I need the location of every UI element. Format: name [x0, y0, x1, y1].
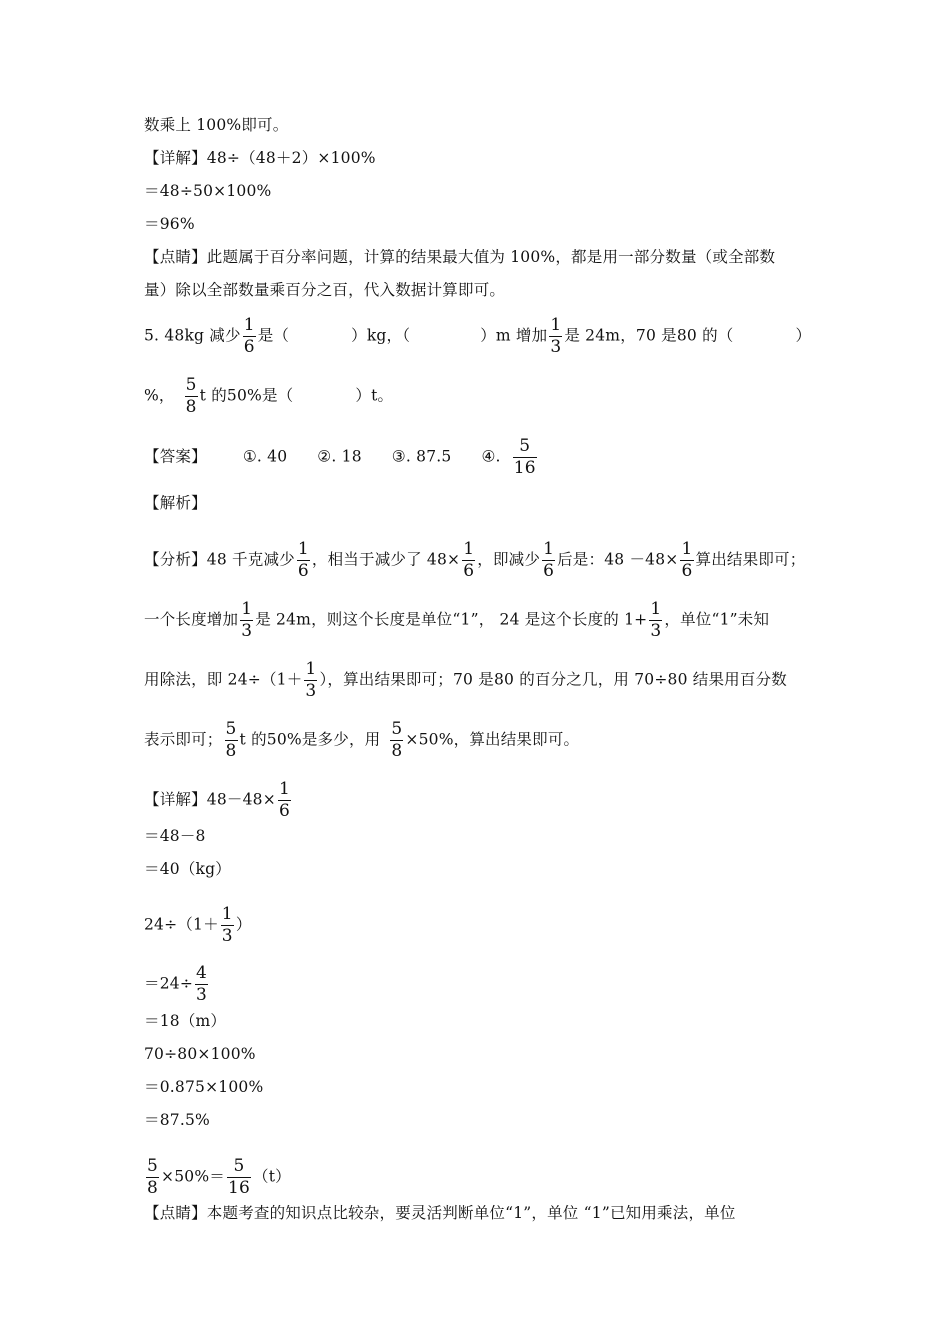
text-segment: 5. 48kg 减少 [144, 326, 241, 345]
fraction-denominator: 3 [241, 621, 253, 641]
text-line: ＝18（m） [144, 1012, 227, 1030]
fraction-denominator: 3 [550, 337, 562, 357]
text-segment: 算出结果即可； [695, 550, 806, 569]
fraction-numerator: 5 [519, 436, 531, 456]
text-segment: ）t。 [355, 386, 394, 405]
fraction [278, 779, 291, 822]
fraction-numerator: 1 [681, 539, 693, 559]
fraction [297, 539, 310, 582]
fraction-numerator: 5 [391, 719, 403, 739]
answer-label: 【答案】 [144, 447, 207, 466]
fraction-denominator: 8 [185, 397, 197, 417]
fraction [243, 315, 256, 358]
fraction [240, 599, 253, 642]
fraction-numerator: 5 [225, 719, 237, 739]
detail-line-10 [144, 1156, 291, 1199]
analysis-line-4 [144, 719, 579, 762]
text-line: 量）除以全部数量乘百分之百，代入数据计算即可。 [144, 281, 506, 299]
text-segment: 后是：48 －48× [557, 550, 679, 569]
fraction-denominator: 8 [391, 741, 403, 761]
analysis-line-3 [144, 659, 787, 702]
text-line: 【点睛】本题考查的知识点比较杂，要灵活判断单位“1”，单位 “1”已知用乘法，单位 [144, 1204, 736, 1222]
fraction [542, 539, 555, 582]
fraction-denominator: 16 [227, 1178, 251, 1198]
text-line: 70÷80×100% [144, 1045, 256, 1063]
detail-line-1 [144, 779, 293, 822]
fraction-denominator: 3 [305, 681, 317, 701]
text-segment: t 的50%是多少，用 [239, 730, 381, 749]
fraction-denominator: 6 [243, 337, 255, 357]
fraction-numerator: 1 [241, 599, 253, 619]
fraction [304, 659, 317, 702]
answer-item: ①. 40 [242, 447, 288, 466]
text-segment: 一个长度增加 [144, 610, 239, 629]
fraction [221, 904, 234, 947]
text-segment: ，单位“1”未知 [664, 610, 770, 629]
fraction-denominator: 3 [196, 985, 208, 1005]
text-segment: ），算出结果即可；70 是80 的百分之几，用 70÷80 结果用百分数 [319, 670, 787, 689]
text-segment: （t） [253, 1167, 291, 1186]
fraction [649, 599, 662, 642]
text-line: 【详解】48÷（48＋2）×100% [144, 149, 376, 167]
fraction-numerator: 5 [185, 375, 197, 395]
text-segment: ） [795, 326, 812, 345]
answer-item: ④. [481, 447, 501, 466]
fraction-denominator: 16 [513, 458, 536, 478]
text-segment: ×50%＝ [161, 1167, 225, 1186]
fraction-denominator: 3 [221, 926, 233, 946]
text-segment: %， [144, 386, 175, 405]
fraction [513, 436, 537, 479]
text-segment: t 的50%是（ [199, 386, 294, 405]
fraction-numerator: 1 [243, 315, 255, 335]
text-segment: ）m 增加 [480, 326, 548, 345]
text-line: ＝48÷50×100% [144, 182, 272, 200]
text-line: ＝87.5% [144, 1111, 210, 1129]
fraction-denominator: 3 [650, 621, 662, 641]
text-segment: ）kg，（ [351, 326, 411, 345]
fraction-denominator: 6 [681, 561, 693, 581]
text-segment: 用除法，即 24÷（1＋ [144, 670, 303, 689]
fraction [390, 719, 403, 762]
question-5-line-1 [144, 315, 811, 358]
text-segment: 是 24m，70 是80 的（ [564, 326, 734, 345]
fraction-numerator: 1 [221, 904, 233, 924]
fraction-numerator: 1 [297, 539, 309, 559]
section-label: 【解析】 [144, 494, 207, 512]
text-segment: ，即减少 [477, 550, 541, 569]
text-segment: 24÷（1＋ [144, 915, 219, 934]
fraction-numerator: 1 [550, 315, 562, 335]
text-line: 【点睛】此题属于百分率问题，计算的结果最大值为 100%，都是用一部分数量（或全部数 [144, 248, 776, 266]
question-5-line-2 [144, 375, 393, 418]
fraction-numerator: 1 [650, 599, 662, 619]
fraction-numerator: 1 [305, 659, 317, 679]
text-segment: 是 24m，则这个长度是单位“1”， 24 是这个长度的 1+ [255, 610, 648, 629]
fraction [680, 539, 693, 582]
fraction-denominator: 6 [543, 561, 555, 581]
fraction-denominator: 6 [297, 561, 309, 581]
fraction-numerator: 5 [233, 1156, 245, 1176]
text-segment: ＝24÷ [144, 974, 194, 993]
fraction-numerator: 1 [463, 539, 475, 559]
text-segment: 【详解】48－48× [144, 790, 276, 809]
analysis-line-2 [144, 599, 769, 642]
text-segment: ×50%，算出结果即可。 [405, 730, 580, 749]
text-segment: 是（ [257, 326, 290, 345]
fraction [185, 375, 198, 418]
fraction-numerator: 1 [278, 779, 290, 799]
fraction-denominator: 8 [225, 741, 237, 761]
fraction-numerator: 1 [543, 539, 555, 559]
detail-line-4 [144, 904, 252, 947]
analysis-line-1 [144, 539, 805, 582]
text-line: 数乘上 100%即可。 [144, 116, 289, 134]
fraction-denominator: 6 [278, 801, 290, 821]
fraction-denominator: 8 [147, 1178, 159, 1198]
answer-item: ③. 87.5 [391, 447, 452, 466]
text-segment: ，相当于减少了 48× [311, 550, 461, 569]
detail-line-5 [144, 963, 210, 1006]
fraction-numerator: 4 [196, 963, 208, 983]
fraction-numerator: 5 [147, 1156, 159, 1176]
text-segment: 表示即可； [144, 730, 223, 749]
fraction [146, 1156, 159, 1199]
text-segment: ） [235, 915, 252, 934]
text-line: ＝48－8 [144, 827, 206, 845]
fraction [462, 539, 475, 582]
text-line: ＝0.875×100% [144, 1078, 264, 1096]
fraction-denominator: 6 [463, 561, 475, 581]
text-line: ＝40（kg） [144, 860, 231, 878]
fraction [227, 1156, 251, 1199]
text-segment: 【分析】48 千克减少 [144, 550, 295, 569]
answer-item: ②. 18 [317, 447, 362, 466]
fraction [549, 315, 562, 358]
fraction [225, 719, 238, 762]
fraction [195, 963, 208, 1006]
text-line: ＝96% [144, 215, 195, 233]
answer-line [144, 436, 539, 479]
